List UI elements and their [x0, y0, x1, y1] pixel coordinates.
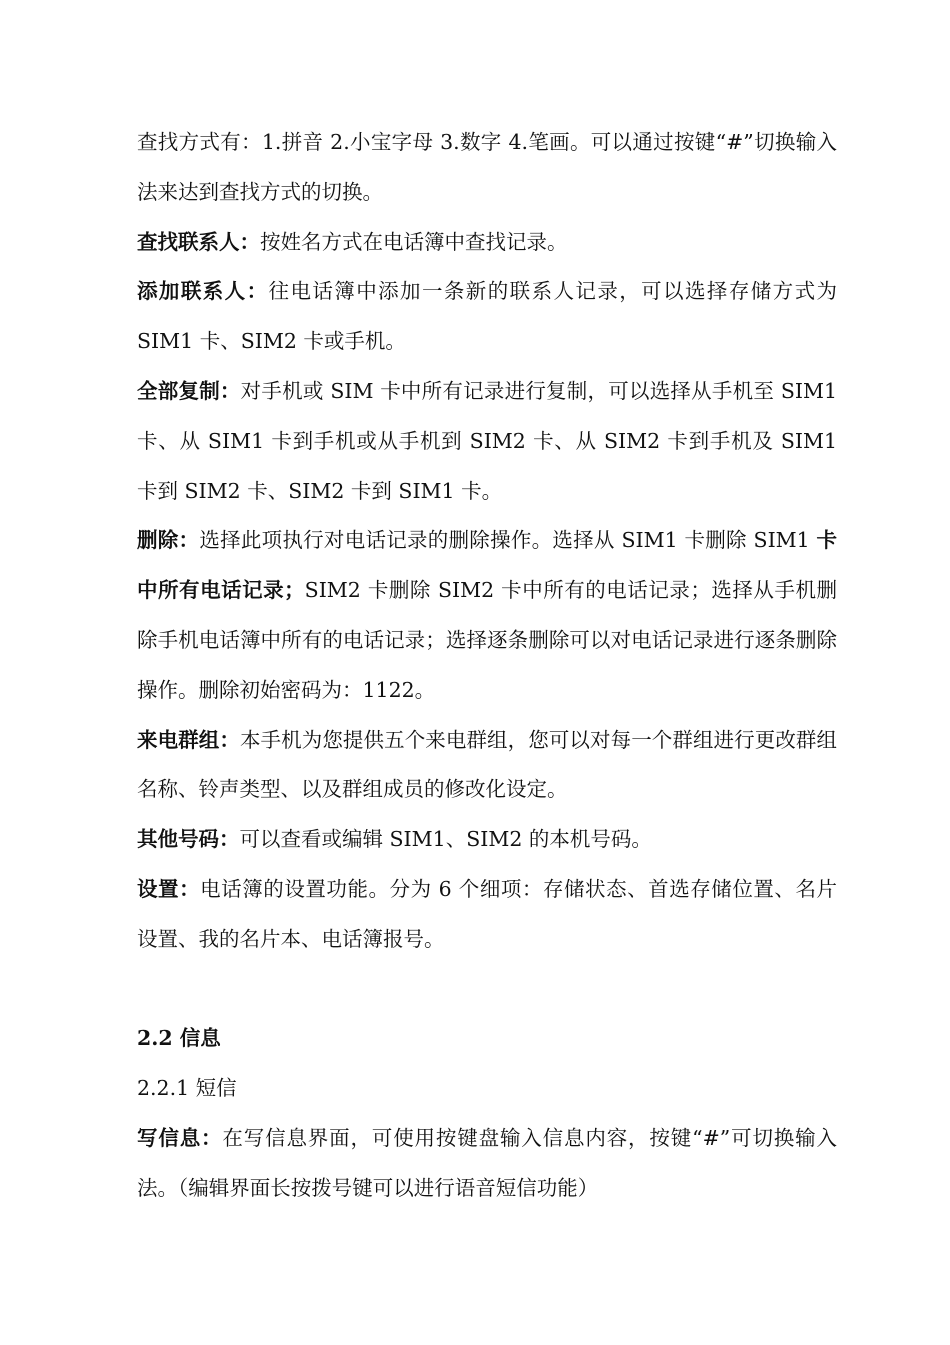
other-numbers-paragraph: [137, 815, 837, 865]
term-label-continued: 卡中所有电话记录；: [137, 528, 837, 603]
caller-group-paragraph: [137, 716, 837, 816]
paragraph-text: 在写信息界面，可使用按键盘输入信息内容，按键“#”可切换输入法。（编辑界面长按拨号键可以进行语音短信功能）: [137, 1125, 837, 1200]
paragraph-text: 往电话簿中添加一条新的联系人记录，可以选择存储方式为 SIM1 卡、SIM2 卡或手机。: [137, 279, 838, 354]
find-contact-paragraph: [137, 218, 837, 268]
term-label: 删除：: [137, 528, 200, 553]
term-label: 其他号码：: [137, 827, 240, 852]
paragraph-text: 按姓名方式在电话簿中查找记录。: [260, 229, 568, 254]
copy-all-paragraph: [137, 367, 837, 516]
term-label: 全部复制：: [137, 378, 241, 403]
term-label: 设置：: [137, 876, 201, 901]
paragraph-text-continued: SIM2 卡删除 SIM2 卡中所有的电话记录；选择从手机删除手机电话簿中所有的电话记录；选择逐条删除可以对电话记录进行逐条删除操作。删除初始密码为：1122。: [137, 578, 837, 702]
term-label: 查找联系人：: [137, 229, 260, 254]
add-contact-paragraph: [137, 267, 837, 367]
delete-paragraph: [137, 516, 837, 715]
paragraph-text: 可以查看或编辑 SIM1、SIM2 的本机号码。: [239, 827, 652, 852]
section-subheading: 2.2.1 短信: [137, 1076, 237, 1101]
paragraph-text: 电话簿的设置功能。分为 6 个细项：存储状态、首选存储位置、名片设置、我的名片本、电话簿报号。: [137, 876, 838, 951]
section-heading: 2.2 信息: [137, 1026, 221, 1051]
section-spacer: [137, 965, 837, 1015]
search-methods-paragraph: [137, 118, 837, 218]
term-label: 写信息：: [137, 1125, 223, 1150]
paragraph-text: 本手机为您提供五个来电群组，您可以对每一个群组进行更改群组名称、铃声类型、以及群组成员的修改化设定。: [137, 727, 838, 802]
term-label: 来电群组：: [137, 727, 240, 752]
paragraph-text: 选择此项执行对电话记录的删除操作。选择从 SIM1 卡删除 SIM1: [199, 528, 817, 553]
settings-paragraph: [137, 865, 837, 965]
write-message-paragraph: [137, 1114, 837, 1214]
paragraph-text: 查找方式有：1.拼音 2.小宝字母 3.数字 4.笔画。可以通过按键“#”切换输入法来达到查找方式的切换。: [137, 130, 837, 204]
document-page: [137, 118, 837, 1214]
term-label: 添加联系人：: [137, 279, 269, 304]
paragraph-text: 对手机或 SIM 卡中所有记录进行复制，可以选择从手机至 SIM1 卡、从 SIM1 卡到手机或从手机到 SIM2 卡、从 SIM2 卡到手机及 SIM1 卡到 SIM2 卡、SIM2 卡到 SIM1 卡。: [137, 378, 838, 503]
